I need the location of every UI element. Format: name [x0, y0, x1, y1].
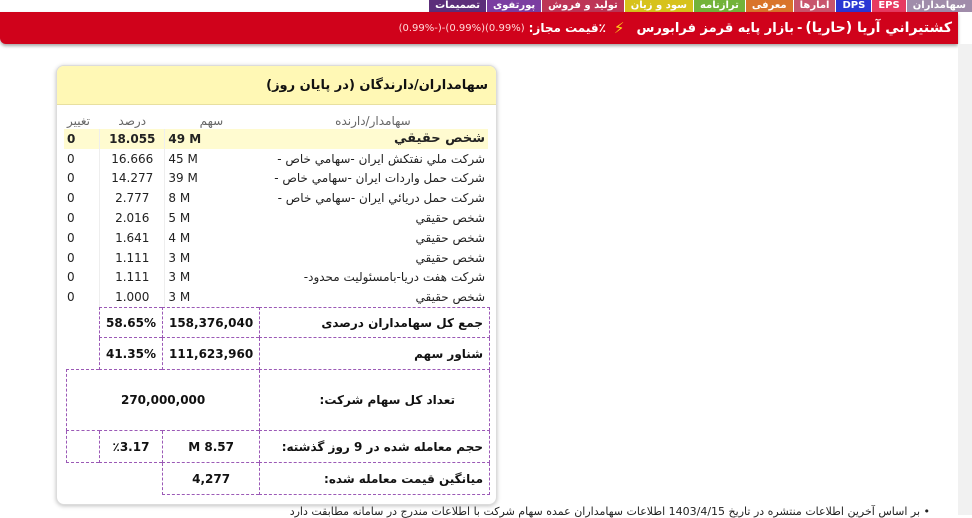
- tab-0[interactable]: سهامداران: [907, 0, 972, 12]
- shareholders-panel: [56, 65, 497, 505]
- holder-shares: 3 M: [165, 287, 258, 307]
- holder-change: 0: [67, 151, 75, 166]
- price-limit-values: (0.99%)(0.99%)-(-0.99%): [398, 22, 525, 34]
- holder-change: 0: [67, 230, 75, 245]
- company-shares-label: تعداد کل سهام شرکت:: [260, 370, 490, 431]
- holder-percent: 1.111: [100, 248, 165, 268]
- total-label: جمع کل سهامداران درصدی: [260, 308, 490, 338]
- volume-value: 8.57 M: [162, 431, 259, 463]
- holder-shares: 3 M: [165, 268, 258, 288]
- footnote: • بر اساس آخرین اطلاعات منتشره در تاریخ 1403/4/15 اطلاعات سهامداران عمده سهام شرکت با اطلاعات مندرج در سامانه مطابقت دارد: [289, 505, 930, 518]
- volume-label: حجم معامله شده در 9 روز گذشته:: [260, 431, 490, 463]
- table-row[interactable]: [64, 188, 488, 208]
- holder-name: شخص حقيقي: [258, 129, 488, 149]
- holder-percent: 1.641: [100, 228, 165, 248]
- panel-title: سهامداران/دارندگان (در پایان روز): [57, 66, 496, 105]
- table-row[interactable]: [64, 208, 488, 228]
- tab-8[interactable]: پورتفوی: [487, 0, 541, 12]
- table-row[interactable]: [64, 287, 488, 307]
- tab-2[interactable]: DPS: [836, 0, 871, 12]
- holder-percent: 1.111: [100, 268, 165, 288]
- holder-percent: 1.000: [100, 287, 165, 307]
- col-percent: درصد: [118, 113, 147, 128]
- shareholders-table: [64, 112, 488, 307]
- holder-percent: 16.666: [100, 149, 165, 169]
- total-shares: 158,376,040: [162, 308, 259, 338]
- holder-name: شخص حقيقي: [415, 290, 485, 305]
- col-change: تغییر: [67, 113, 90, 128]
- holder-name: شركت هفت دريا-بامسئوليت محدود-: [303, 270, 485, 285]
- volume-percent: ٪3.17: [99, 431, 162, 463]
- tab-4[interactable]: معرفی: [746, 0, 793, 12]
- col-holder: سهامدار/دارنده: [335, 113, 411, 128]
- holder-shares: 45 M: [165, 149, 258, 169]
- tab-9[interactable]: تصمیمات: [429, 0, 486, 12]
- float-shares: 111,623,960: [162, 338, 259, 370]
- holder-percent: 14.277: [100, 169, 165, 189]
- holder-percent: 2.777: [100, 188, 165, 208]
- holder-name: شخص حقيقي: [415, 230, 485, 245]
- tab-6[interactable]: سود و زیان: [625, 0, 693, 12]
- table-row[interactable]: [64, 149, 488, 169]
- holder-shares: 4 M: [165, 228, 258, 248]
- holder-shares: 8 M: [165, 188, 258, 208]
- table-row[interactable]: [64, 129, 488, 149]
- totals-table: [66, 307, 490, 495]
- holder-shares: 3 M: [165, 248, 258, 268]
- holder-change: 0: [67, 250, 75, 265]
- lightning-icon: ⚡: [613, 19, 625, 37]
- holder-name: شخص حقيقي: [415, 211, 485, 226]
- tab-5[interactable]: ترازنامه: [694, 0, 745, 12]
- tab-7[interactable]: تولید و فروش: [542, 0, 624, 12]
- market-name: بازار پايه قرمز فرابورس: [636, 20, 794, 36]
- table-row[interactable]: [64, 248, 488, 268]
- float-label: شناور سهم: [260, 338, 490, 370]
- table-row[interactable]: [64, 268, 488, 288]
- avg-price-label: میانگین قیمت معامله شده:: [260, 463, 490, 495]
- holder-name: شركت ملي نفتكش ايران -سهامي خاص -: [277, 151, 485, 166]
- holder-change: 0: [67, 290, 75, 305]
- scrollbar[interactable]: [958, 44, 972, 515]
- table-row[interactable]: [64, 228, 488, 248]
- tab-1[interactable]: EPS: [872, 0, 905, 12]
- holder-shares: 5 M: [165, 208, 258, 228]
- symbol-header: [0, 12, 958, 44]
- company-shares-value: 270,000,000: [67, 370, 260, 431]
- holder-change: 0: [67, 171, 75, 186]
- tab-3[interactable]: آمارها: [794, 0, 836, 12]
- holder-name: شخص حقيقي: [415, 250, 485, 265]
- avg-price-value: 4,277: [162, 463, 259, 495]
- holder-name: شركت حمل واردات ايران -سهامي خاص -: [274, 171, 485, 186]
- holder-change: 0: [64, 129, 100, 149]
- table-row[interactable]: [64, 169, 488, 189]
- company-name: كشتيراني آريا (حاريا): [805, 20, 952, 36]
- float-percent: 41.35%: [99, 338, 162, 370]
- holder-shares: 39 M: [165, 169, 258, 189]
- holder-change: 0: [67, 270, 75, 285]
- total-percent: 58.65%: [99, 308, 162, 338]
- holder-name: شركت حمل دريائي ايران -سهامي خاص -: [277, 191, 485, 206]
- holder-change: 0: [67, 191, 75, 206]
- price-limit-label: ٪قیمت مجاز:: [528, 21, 606, 35]
- title-separator: -: [797, 20, 803, 36]
- col-shares: سهم: [199, 113, 224, 128]
- holder-change: 0: [67, 211, 75, 226]
- holder-percent: 18.055: [100, 129, 165, 149]
- holder-shares: 49 M: [165, 129, 258, 149]
- holder-percent: 2.016: [100, 208, 165, 228]
- section-tabs: [428, 0, 972, 12]
